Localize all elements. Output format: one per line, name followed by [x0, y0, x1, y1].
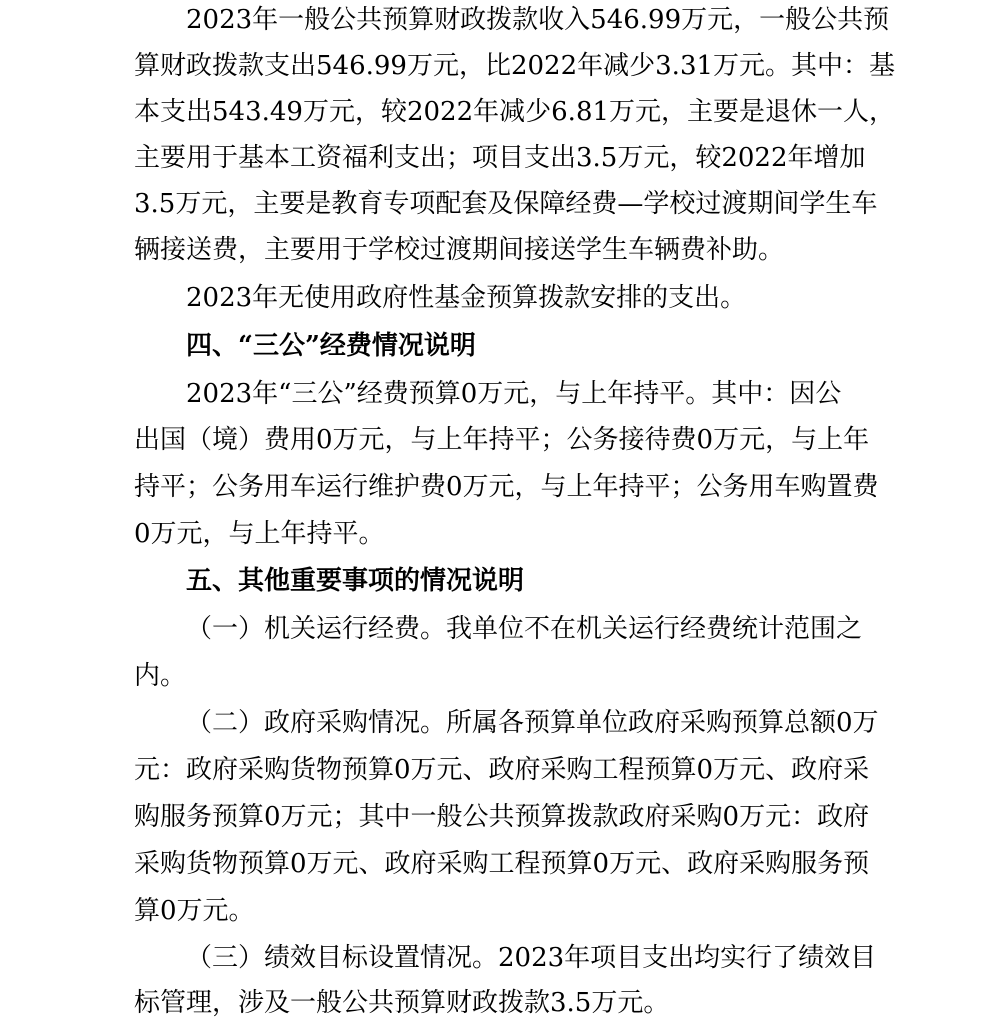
paragraph-5-line-4: 采购货物预算0万元、政府采购工程预算0万元、政府采购服务预	[134, 849, 870, 879]
paragraph-3-line-1: 2023年“三公”经费预算0万元，与上年持平。其中：因公	[186, 379, 842, 409]
paragraph-3-line-2: 出国（境）费用0万元，与上年持平；公务接待费0万元，与上年	[134, 425, 870, 455]
paragraph-6-line-2: 标管理，涉及一般公共预算财政拨款3.5万元。	[134, 988, 670, 1018]
section-heading-five: 五、其他重要事项的情况说明	[186, 566, 525, 596]
paragraph-5-line-1: （二）政府采购情况。所属各预算单位政府采购预算总额0万	[186, 708, 879, 738]
paragraph-4-line-2: 内。	[134, 661, 187, 691]
paragraph-5-line-2: 元：政府采购货物预算0万元、政府采购工程预算0万元、政府采	[134, 755, 870, 785]
paragraph-5-line-3: 购服务预算0万元；其中一般公共预算拨款政府采购0万元：政府	[134, 802, 870, 832]
paragraph-1-line-5: 3.5万元，主要是教育专项配套及保障经费—学校过渡期间学生车	[134, 189, 878, 219]
paragraph-1-line-4: 主要用于基本工资福利支出；项目支出3.5万元，较2022年增加	[134, 143, 866, 173]
paragraph-6-line-1: （三）绩效目标设置情况。2023年项目支出均实行了绩效目	[186, 943, 877, 973]
paragraph-3-line-4: 0万元，与上年持平。	[134, 519, 385, 549]
paragraph-5-line-5: 算0万元。	[134, 896, 255, 926]
paragraph-3-line-3: 持平；公务用车运行维护费0万元，与上年持平；公务用车购置费	[134, 472, 879, 502]
paragraph-1-line-1: 2023年一般公共预算财政拨款收入546.99万元，一般公共预	[186, 5, 890, 35]
paragraph-1-line-2: 算财政拨款支出546.99万元，比2022年减少3.31万元。其中：基	[134, 51, 896, 81]
paragraph-2: 2023年无使用政府性基金预算拨款安排的支出。	[186, 283, 747, 313]
paragraph-4-line-1: （一）机关运行经费。我单位不在机关运行经费统计范围之	[186, 614, 863, 644]
paragraph-1-line-3: 本支出543.49万元，较2022年减少6.81万元，主要是退休一人，	[134, 97, 896, 127]
section-heading-four: 四、“三公”经费情况说明	[186, 331, 476, 361]
paragraph-1-line-6: 辆接送费，主要用于学校过渡期间接送学生车辆费补助。	[134, 235, 785, 265]
